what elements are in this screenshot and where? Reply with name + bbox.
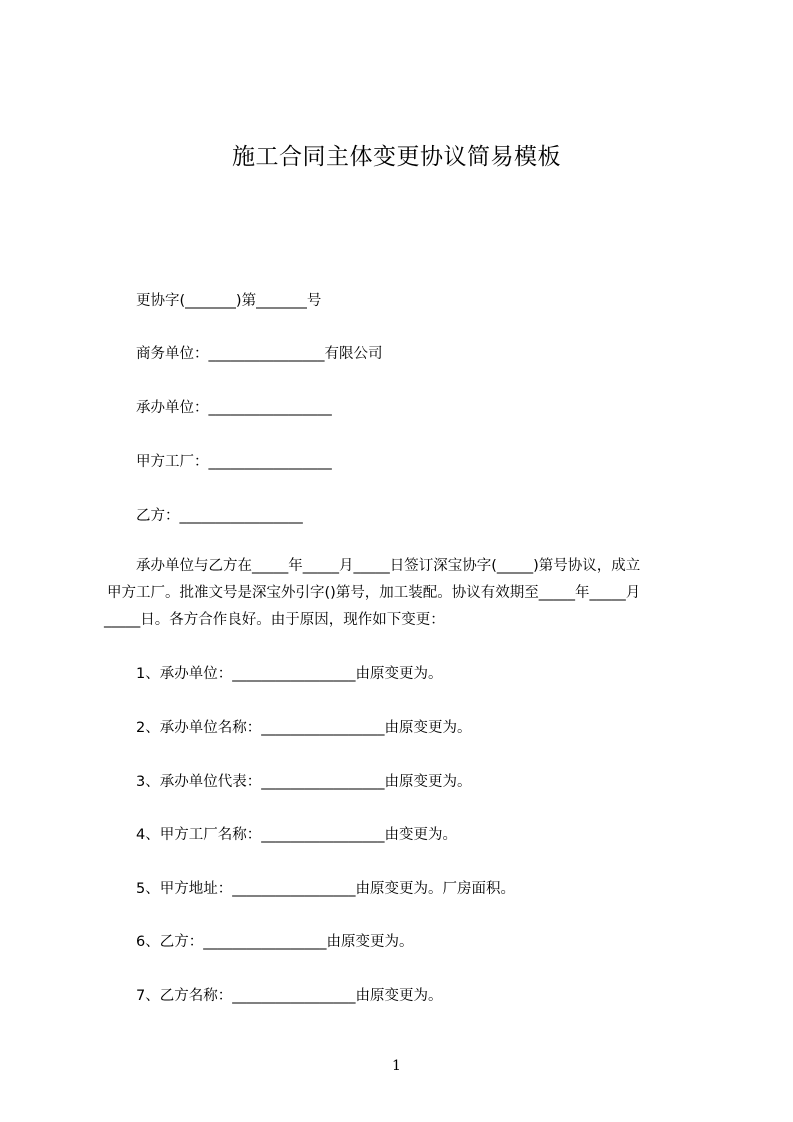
change-item: 5、甲方地址：_________________由原变更为。厂房面积。 (136, 881, 515, 897)
organizing-unit-field: 承办单位：_________________ (136, 400, 332, 416)
change-item: 4、甲方工厂名称：_________________由变更为。 (136, 827, 457, 843)
change-item: 3、承办单位代表：_________________由原变更为。 (136, 774, 472, 790)
document-title: 施工合同主体变更协议简易模板 (232, 144, 561, 170)
body-line: 甲方工厂。批准文号是深宝外引字()第号，加工装配。协议有效期至_____年_____月 (107, 585, 641, 601)
agreement-body-paragraph (104, 553, 704, 634)
body-line: _____日。各方合作良好。由于原因，现作如下变更： (104, 612, 445, 628)
agreement-number-field: 更协字(_______)第_______号 (136, 293, 322, 309)
change-item: 7、乙方名称：_________________由原变更为。 (136, 988, 443, 1004)
party-b-field: 乙方：_________________ (136, 508, 303, 524)
change-item: 6、乙方：_________________由原变更为。 (136, 934, 414, 950)
business-unit-field: 商务单位：________________有限公司 (136, 346, 383, 362)
party-a-factory-field: 甲方工厂：_________________ (136, 454, 332, 470)
page-number: 1 (392, 1058, 401, 1074)
change-item: 1、承办单位：_________________由原变更为。 (136, 666, 443, 682)
change-item: 2、承办单位名称：_________________由原变更为。 (136, 720, 472, 736)
body-line: 承办单位与乙方在_____年_____月_____日签订深宝协字(_____)第号协议，成立 (136, 558, 641, 574)
